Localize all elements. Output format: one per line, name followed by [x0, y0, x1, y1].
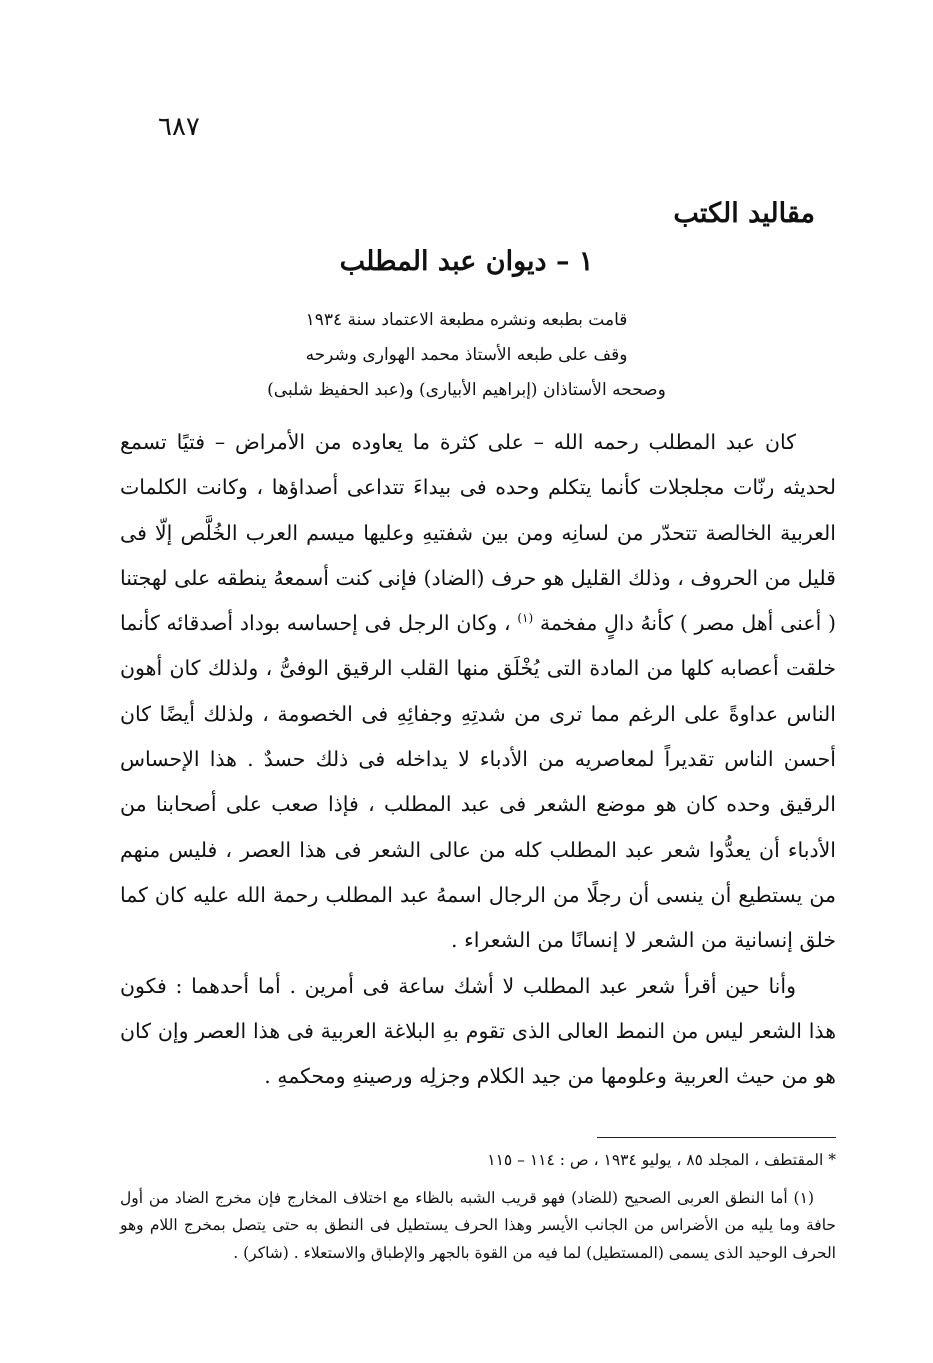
- publication-info-line: وصححه الأستاذان (إبراهيم الأبيارى) و(عبد الحفيظ شلبى): [267, 380, 666, 400]
- publication-info-line: قامت بطبعه ونشره مطبعة الاعتماد سنة ١٩٣٤: [305, 310, 628, 330]
- section-title: مقاليد الكتب: [673, 198, 815, 229]
- page-number: ٦٨٧: [158, 112, 200, 142]
- footnotes: [120, 1147, 836, 1267]
- footnote-marker: (١): [517, 611, 534, 626]
- body-paragraph: وأنا حين أقرأ شعر عبد المطلب لا أشك ساعة فى أمرين . أما أحدهما : فكون هذا الشعر ليس من النمط العالى الذى تقوم بهِ البلاغة العربية فى هذا العصر وإن كان هو من حيث العربية وعلومها من جيد الكلام وجزلِه ورصينهِ ومحكمهِ .: [120, 973, 836, 1089]
- paragraph-text: ، وكان الرجل فى إحساسه بوداد أصدقائه كأنما خلقت أعصابه كلها من المادة التى يُخْلَق منها القلب الرقيق الوفىُّ ، ولذلك كان أهون الناس عداوةً على الرغم مما ترى من شدتِهِ وجفائِهِ فى الخصومة ، ولذلك أيضًا كان أحسن الناس تقديراً لمعاصريه من الأدباء لا يداخله فى ذلك حسدٌ . هذا الإحساس الرقيق وحده كان هو موضع الشعر فى عبد المطلب ، فإذا صعب على أصحابنا من الأدباء أن يعدُّوا شعر عبد المطلب كله من عالى الشعر فى هذا العصر ، فليس منهم من يستطيع أن ينسى أن رجلًا من الرجال اسمهُ عبد المطلب رحمة الله عليه كان كما خلق إنسانية من الشعر لا إنسانًا من الشعراء .: [120, 611, 836, 953]
- publication-info-line: وقف على طبعه الأستاذ محمد الهوارى وشرحه: [305, 345, 628, 365]
- footnote: (١) أما النطق العربى الصحيح (للضاد) فهو قريب الشبه بالظاء مع اختلاف المخارج فإن مخرج الضاد من أول حافة وما يليه من الأضراس من الجانب الأيسر وهذا الحرف يستطيل فى النطق به حتى يتصل بمخرج اللام وهو الحرف الوحيد الذى يسمى (المستطيل) لما فيه من القوة بالجهر والإطباق والاستعلاء . (شاكر) .: [120, 1188, 836, 1262]
- article-body: [120, 420, 836, 1099]
- body-paragraph: [120, 420, 836, 964]
- article-title: ١ – ديوان عبد المطلب: [339, 246, 594, 277]
- publication-info: [0, 303, 933, 408]
- source-note: * المقتطف ، المجلد ٨٥ ، يوليو ١٩٣٤ ، ص : ١١٤ – ١١٥: [487, 1151, 836, 1169]
- paragraph-text: كان عبد المطلب رحمه الله – على كثرة ما يعاوده من الأمراض – فتيًا تسمع لحديثه رنّات مجلجلات كأنما يتكلم وحده فى بيداءَ تتداعى أصداؤها ، وكانت الكلمات العربية الخالصة تتحدّر من لسانِه ومن بين شفتيهِ وعليها ميسم العرب الخُلَّص إلّا فى قليل من الحروف ، وذلك القليل هو حرف (الضاد) فإنى كنت أسمعهُ ينطقه على لهجتنا ( أعنى أهل مصر ) كأنهُ دالٍ مفخمة: [120, 430, 836, 636]
- footnote-divider: [597, 1137, 836, 1138]
